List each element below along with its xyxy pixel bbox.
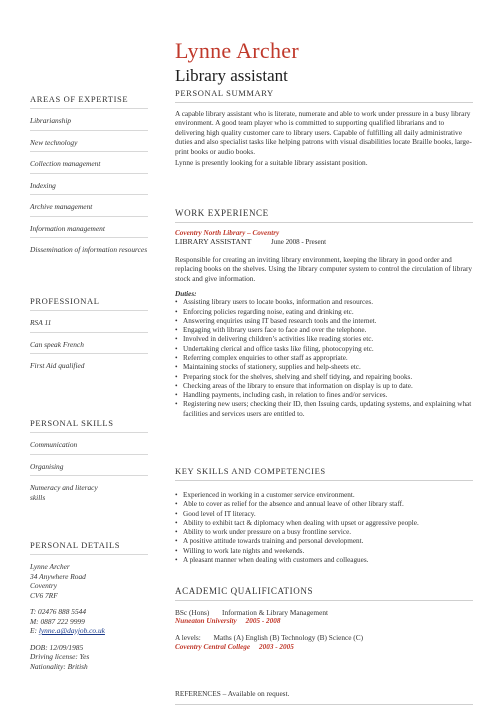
list-item: • Checking areas of the library to ensure that information on display is up to date. [175, 382, 473, 391]
expertise-item: Archive management [30, 202, 93, 211]
expertise-heading: AREAS OF EXPERTISE [30, 94, 129, 104]
key-skills-heading: KEY SKILLS AND COMPETENCIES [175, 466, 326, 476]
list-item: • Maintaining stocks of stationery, supplies and help-sheets etc. [175, 363, 473, 372]
list-item: • A pleasant manner when dealing with customers and colleagues. [175, 556, 473, 565]
list-item: • Assisting library users to locate books, information and resources. [175, 298, 473, 307]
list-item: • Involved in delivering children’s activities like reading stories etc. [175, 335, 473, 344]
expertise-item: Collection management [30, 159, 101, 168]
degree: BSc (Hons) Information & Library Management [175, 608, 328, 617]
qualifications-section [175, 586, 473, 651]
list-item: • Ability to work under pressure on a busy frontline service. [175, 528, 473, 537]
sidebar-details [30, 540, 148, 671]
address-line: CV6 7RF [30, 590, 58, 600]
email-prefix: E: [30, 626, 39, 635]
professional-item: RSA 11 [30, 318, 52, 327]
list-item: • Willing to work late nights and weekends. [175, 547, 473, 556]
duties-label: Duties: [175, 290, 197, 299]
mobile: M: 0887 222 9999 [30, 616, 85, 626]
summary-section [175, 88, 473, 167]
divider [30, 554, 148, 555]
list-item: • Handling payments, including cash, in relation to fines and/or services. [175, 391, 473, 400]
position-title: LIBRARY ASSISTANT [175, 237, 252, 246]
divider [30, 237, 148, 238]
expertise-item: New technology [30, 137, 78, 147]
address-line: 34 Anywhere Road [30, 571, 86, 581]
references: REFERENCES – Available on request. [175, 689, 290, 698]
sidebar-expertise [30, 94, 148, 255]
list-item: • Referring complex enquiries to other staff as appropriate. [175, 354, 473, 363]
duties-list [175, 298, 473, 419]
summary-paragraph: A capable library assistant who is literate, numerate and able to work under pressure in a busy library environment. A good team player who is committed to supporting qualified librarians and to delivering high quality customer care to library users. Capable of fulfilling all daily administrative duties and also specialist tasks like helping patrons with visual disabilities locate Braille books, large-print books or audio books. [175, 109, 472, 156]
telephone: T: 02476 888 5544 [30, 607, 87, 616]
dob: DOB: 12/09/1985 [30, 642, 84, 652]
list-item: • Ability to exhibit tact & diplomacy when dealing with upset or aggressive people. [175, 519, 473, 528]
summary-heading: PERSONAL SUMMARY [175, 88, 274, 98]
divider [175, 480, 473, 481]
skill-item: Communication [30, 440, 78, 449]
divider [30, 454, 148, 455]
address-line: Coventry [30, 581, 58, 590]
email-link[interactable]: lynne.a@dayjob.co.uk [38, 626, 105, 635]
expertise-item: Librarianship [30, 116, 72, 125]
professional-item: First Aid qualified [30, 361, 85, 370]
list-item: • Preparing stock for the shelves, shelving and shelf tidying, and repairing books. [175, 373, 473, 382]
divider [30, 108, 148, 109]
position-description: Responsible for creating an inviting library environment, keeping the library in good order and replacing books on the shelves. Using the library computer system to control the circulation of library stock and give information. [175, 255, 473, 283]
divider [30, 310, 148, 311]
list-item: • Answering enquiries using IT based research tools and the internet. [175, 317, 473, 326]
summary-statement: Lynne is presently looking for a suitable library assistant position. [175, 158, 368, 168]
experience-section [175, 208, 473, 419]
candidate-name: Lynne Archer [175, 38, 299, 63]
list-item: • Undertaking clerical and office tasks like filing, photocopying etc. [175, 345, 473, 354]
job-title: Library assistant [175, 66, 288, 85]
a-levels: A levels: Maths (A) English (B) Technology (B) Science (C) [175, 633, 364, 643]
sidebar-skills [30, 418, 148, 502]
key-skills-list [175, 491, 473, 565]
skill-item: Numeracy and literacy skills [30, 483, 98, 502]
divider [30, 194, 148, 195]
expertise-item: Indexing [30, 180, 56, 190]
expertise-item: Information management [30, 223, 105, 233]
details-heading: PERSONAL DETAILS [30, 540, 121, 550]
divider [30, 353, 148, 354]
divider [30, 216, 148, 217]
list-item: • Registering new users; checking their ID, then Issuing cards, updating systems, and explaining what facilities and services users are entitled to. [175, 400, 473, 419]
list-item: • Experienced in working in a customer service environment. [175, 491, 473, 500]
college: Coventry Central College 2003 - 2005 [175, 642, 294, 651]
driving-license: Driving license: Yes [30, 652, 90, 661]
experience-heading: WORK EXPERIENCE [175, 208, 269, 218]
divider [175, 600, 473, 601]
divider [175, 704, 473, 705]
list-item: • A positive attitude towards training and personal development. [175, 537, 473, 546]
list-item: • Enforcing policies regarding noise, eating and drinking etc. [175, 308, 473, 317]
list-item: • Good level of IT literacy. [175, 510, 473, 519]
skills-heading: PERSONAL SKILLS [30, 418, 114, 428]
employer: Coventry North Library – Coventry [175, 229, 280, 237]
divider [175, 222, 473, 223]
address-line: Lynne Archer [30, 562, 70, 571]
divider [30, 432, 148, 433]
nationality: Nationality: British [30, 661, 88, 671]
qualifications-heading: ACADEMIC QUALIFICATIONS [175, 586, 314, 596]
professional-item: Can speak French [30, 339, 84, 349]
divider [30, 130, 148, 131]
skill-item: Organising [30, 461, 64, 471]
email-row [30, 626, 148, 636]
divider [30, 151, 148, 152]
professional-heading: PROFESSIONAL [30, 296, 100, 306]
divider [30, 173, 148, 174]
position-dates: June 2008 - Present [271, 238, 327, 246]
expertise-item: Dissemination of information resources [30, 245, 148, 254]
list-item: • Able to cover as relief for the absence and annual leave of other library staff. [175, 500, 473, 509]
university: Nuneaton University 2005 - 2008 [175, 617, 281, 626]
divider [30, 475, 148, 476]
sidebar-professional [30, 296, 148, 371]
list-item: • Engaging with library users face to face and over the telephone. [175, 326, 473, 335]
divider [175, 102, 473, 103]
divider [30, 332, 148, 333]
key-skills-section [175, 466, 473, 565]
position-row [175, 237, 473, 247]
